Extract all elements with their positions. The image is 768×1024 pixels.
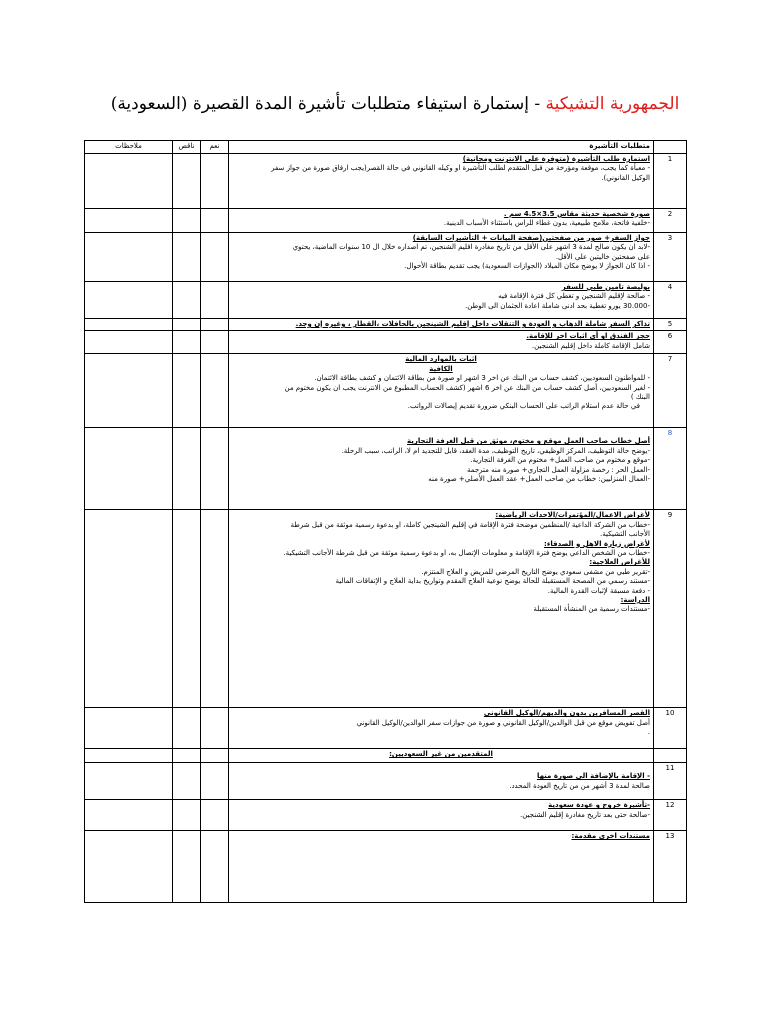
requirement-cell — [229, 708, 654, 749]
missing-cell[interactable] — [173, 154, 201, 209]
notes-cell[interactable] — [85, 749, 173, 763]
requirement-line: شامل الإقامة كاملة داخل إقليم الشنجين. — [531, 341, 650, 350]
yes-cell[interactable] — [201, 282, 229, 319]
requirement-line: لأغراض الاعمال/المؤتمرات/الاحداث الرياضية: — [495, 511, 650, 520]
requirement-line: -لابد ان يكون صالح لمدة 3 اشهر على الأقل من تاريخ مغادرة اقليم الشنجين، تم اصداره خلال ال 10 سنوات الماضية، يحتوي — [292, 243, 650, 252]
requirement-line: القصر المسافرين بدون والديهم/الوكيل القانوني — [483, 709, 650, 718]
requirement-line: . — [647, 728, 650, 737]
requirement-line: -مستند رسمي من المصحة المستقبلة للحالة يوضح نوعية العلاج المقدم وتواريخ بداية العلاج و الإتفاقات المالية — [335, 577, 650, 586]
requirement-line: أصل تفويض موقع من قبل الوالدين/الوكيل القانوني و صورة من جوازات سفر الوالدين/الوكيل القانوني — [356, 718, 650, 727]
requirement-line: اثبات بالموارد المالية — [405, 355, 477, 364]
requirement-line: -العمال المنزليين: خطاب من صاحب العمل+ عقد العمل الأصلي+ صورة منه — [428, 475, 650, 484]
requirement-line: -تأشيرة خروج و عودة سعودية — [548, 801, 650, 810]
requirement-line: -تقرير طبي من مشفى سعودي يوضح التاريخ المرضي للمريض و العلاج المنتزم. — [421, 567, 650, 576]
missing-cell[interactable] — [173, 510, 201, 708]
requirement-cell — [229, 209, 654, 233]
title-rest: - إستمارة استيفاء متطلبات تأشيرة المدة القصيرة (السعودية) — [110, 94, 546, 114]
requirement-line: المتقدمين من غير السعوديين: — [389, 750, 493, 759]
missing-cell[interactable] — [173, 319, 201, 331]
header-requirements: متطلبات التأشيرة — [229, 141, 654, 154]
notes-cell[interactable] — [85, 708, 173, 749]
notes-cell[interactable] — [85, 282, 173, 319]
missing-cell[interactable] — [173, 708, 201, 749]
row-number: 7 — [654, 354, 687, 428]
table-row — [85, 831, 687, 903]
missing-cell[interactable] — [173, 331, 201, 354]
requirement-line: تذاكر السفر شاملة الذهاب و العودة و التنقلات داخل إقليم الشينجين بالحافلات ،القطار ، وغيره إن وجد. — [295, 320, 650, 328]
requirement-line: على صفحتين خاليتين على الأقل. — [555, 252, 650, 261]
requirement-cell — [229, 331, 654, 354]
row-number: 1 — [654, 154, 687, 209]
row-number: 13 — [654, 831, 687, 903]
yes-cell[interactable] — [201, 319, 229, 331]
requirement-cell — [229, 800, 654, 831]
requirement-line: الكافية — [429, 364, 453, 373]
requirement-cell — [229, 831, 654, 903]
requirement-line: البنك ) — [630, 393, 650, 402]
missing-cell[interactable] — [173, 209, 201, 233]
notes-cell[interactable] — [85, 800, 173, 831]
yes-cell[interactable] — [201, 800, 229, 831]
requirement-line: - معبأة كما يجب، موقعة ومؤرخة من قبل المتقدم لطلب التأشيرة او وكيله القانوني في حالة القصر(يجب ارفاق صورة من جواز سفر — [271, 164, 650, 173]
table-row — [85, 800, 687, 831]
missing-cell[interactable] — [173, 428, 201, 510]
row-number: 2 — [654, 209, 687, 233]
table-row — [85, 331, 687, 354]
requirement-line: استمارة طلب التأشيرة (متوفرة على الانترنت ومجانية) — [462, 155, 650, 163]
yes-cell[interactable] — [201, 233, 229, 282]
header-notes: ملاحظات — [85, 141, 173, 154]
yes-cell[interactable] — [201, 510, 229, 708]
requirement-line: - لغير السعوديين، أصل كشف حساب من البنك عن اخر 6 اشهر (كشف الحساب المطبوع من الانترنت يجب ان يكون مختوم من — [284, 383, 650, 392]
notes-cell[interactable] — [85, 233, 173, 282]
notes-cell[interactable] — [85, 763, 173, 800]
requirement-line: أصل خطاب صاحب العمل موقع و مختوم، موثق من قبل الغرفة التجارية — [407, 437, 650, 446]
page-title — [100, 94, 690, 114]
requirement-line: - صالحة لإقليم الشنجين و تغطي كل فترة الإقامة فيه — [498, 292, 650, 301]
yes-cell[interactable] — [201, 154, 229, 209]
requirement-line: - دفعة مسبقة لإثبات القدرة المالية. — [547, 586, 650, 595]
table-row — [85, 319, 687, 331]
row-number: 5 — [654, 319, 687, 331]
requirement-line: صالحة لمدة 3 أشهر من من تاريخ العودة المحدد. — [509, 781, 650, 790]
requirement-line: للأغراض العلاجية: — [589, 558, 650, 567]
requirement-line: لأغراض زيارة الاهل و الصدقاء: — [544, 539, 650, 548]
header-yes: نعم — [201, 141, 229, 154]
requirement-cell — [229, 319, 654, 331]
requirement-line: الدراسة: — [620, 596, 650, 605]
yes-cell[interactable] — [201, 749, 229, 763]
header-missing: ناقص — [173, 141, 201, 154]
requirement-cell — [229, 428, 654, 510]
requirement-line: -العمل الحر : رخصة مزاولة العمل التجاري+ صورة منه مترجمة — [467, 465, 650, 474]
row-number: 11 — [654, 763, 687, 800]
row-number — [654, 749, 687, 763]
missing-cell[interactable] — [173, 831, 201, 903]
requirement-line: - اذا كان الجواز لا يوضح مكان الميلاد (الجوازات السعودية) يجب تقديم بطاقة الأحوال. — [404, 262, 650, 271]
notes-cell[interactable] — [85, 209, 173, 233]
requirement-line: -مستندات رسمية من المنشأة المستقبلة — [533, 605, 650, 614]
missing-cell[interactable] — [173, 749, 201, 763]
requirements-table — [84, 140, 687, 903]
requirement-cell — [229, 154, 654, 209]
table-row — [85, 708, 687, 749]
table-row — [85, 763, 687, 800]
table-body — [85, 154, 687, 903]
yes-cell[interactable] — [201, 708, 229, 749]
row-number: 4 — [654, 282, 687, 319]
requirement-cell — [229, 233, 654, 282]
requirement-line: مستندات اخرى مقدمة: — [571, 832, 650, 841]
table-row — [85, 154, 687, 209]
row-number: 6 — [654, 331, 687, 354]
notes-cell[interactable] — [85, 319, 173, 331]
table-row — [85, 233, 687, 282]
row-number: 12 — [654, 800, 687, 831]
yes-cell[interactable] — [201, 428, 229, 510]
requirement-line: الأجانب التشيكية. — [600, 530, 650, 539]
requirement-line: -يوضح حالة التوظيف، المركز الوظيفي، تاريخ التوظيف، مدة العقد، قابل للتجديد ام لا، الراتب، سبب الرحلة. — [341, 446, 650, 455]
missing-cell[interactable] — [173, 233, 201, 282]
requirement-line: صورة شخصية حديثة مقاس 3.5×4.5 سم . — [503, 210, 650, 218]
requirement-line: حجز الفندق او أي اثبات اخر للإقامة. — [526, 332, 650, 341]
row-number: 3 — [654, 233, 687, 282]
table-row — [85, 428, 687, 510]
row-number: 10 — [654, 708, 687, 749]
requirement-cell — [229, 510, 654, 708]
requirement-cell — [229, 749, 654, 763]
yes-cell[interactable] — [201, 209, 229, 233]
requirement-line: -خلفية فاتحة، ملامح طبيعية، بدون غطاء للراس باستثناء الأسباب الدينية. — [443, 219, 650, 228]
header-number — [654, 141, 687, 154]
requirement-line: -30.000 يورو تغطية بحد ادنى شاملة اعادة الجثمان الى الوطن. — [465, 301, 650, 310]
requirement-line: في حالة عدم استلام الراتب على الحساب البنكي ضرورة تقديم إيصالات الرواتب. — [407, 402, 640, 411]
title-country: الجمهورية التشيكية — [545, 94, 680, 114]
row-number: 9 — [654, 510, 687, 708]
yes-cell[interactable] — [201, 354, 229, 428]
notes-cell[interactable] — [85, 354, 173, 428]
table-row — [85, 510, 687, 708]
notes-cell[interactable] — [85, 428, 173, 510]
table-row — [85, 749, 687, 763]
requirement-line: الوكيل القانوني). — [601, 173, 650, 182]
row-number: 8 — [654, 428, 687, 510]
table-header-row — [85, 141, 687, 154]
notes-cell[interactable] — [85, 510, 173, 708]
yes-cell[interactable] — [201, 763, 229, 800]
missing-cell[interactable] — [173, 354, 201, 428]
requirement-line: -صالحة حتى بعد تاريخ مغادرة إقليم الشنجين. — [520, 810, 650, 819]
table-row — [85, 354, 687, 428]
missing-cell[interactable] — [173, 800, 201, 831]
yes-cell[interactable] — [201, 331, 229, 354]
missing-cell[interactable] — [173, 282, 201, 319]
requirement-line: - الإقامة بالإضافة الى صورة منها — [536, 772, 650, 781]
notes-cell[interactable] — [85, 331, 173, 354]
notes-cell[interactable] — [85, 154, 173, 209]
requirement-line: - للمواطنون السعوديين، كشف حساب من البنك عن اخر 3 اشهر او صورة من بطاقة الائتمان و كشف بطاقة الائتمان. — [314, 374, 650, 383]
requirement-cell — [229, 282, 654, 319]
missing-cell[interactable] — [173, 763, 201, 800]
requirement-line: -خطاب من الشركة الداعية /المنظمين موضحة فترة الإقامة في إقليم الشينجين كاملة، او بدعوة رسمية موثقة من قبل شرطة — [290, 520, 650, 529]
requirement-line: بوليصة تامين طبي للسفر — [561, 283, 650, 291]
notes-cell[interactable] — [85, 831, 173, 903]
requirement-line: جواز السفر+ صور من صفحتين(صفحة البيانات + التأشيرات السابقة) — [412, 234, 650, 242]
requirement-cell — [229, 763, 654, 800]
requirement-cell — [229, 354, 654, 428]
table-row — [85, 282, 687, 319]
requirement-line: -موقع و مختوم من صاحب العمل+ مختوم من الغرفة التجارية. — [470, 456, 650, 465]
table-row — [85, 209, 687, 233]
yes-cell[interactable] — [201, 831, 229, 903]
requirement-line — [232, 764, 650, 772]
requirement-line: -خطاب من الشخص الداعي يوضح فترة الإقامة و معلومات الإتصال به، او بدعوة رسمية موثقة من قبل شرطة الأجانب التشيكية. — [283, 549, 650, 558]
